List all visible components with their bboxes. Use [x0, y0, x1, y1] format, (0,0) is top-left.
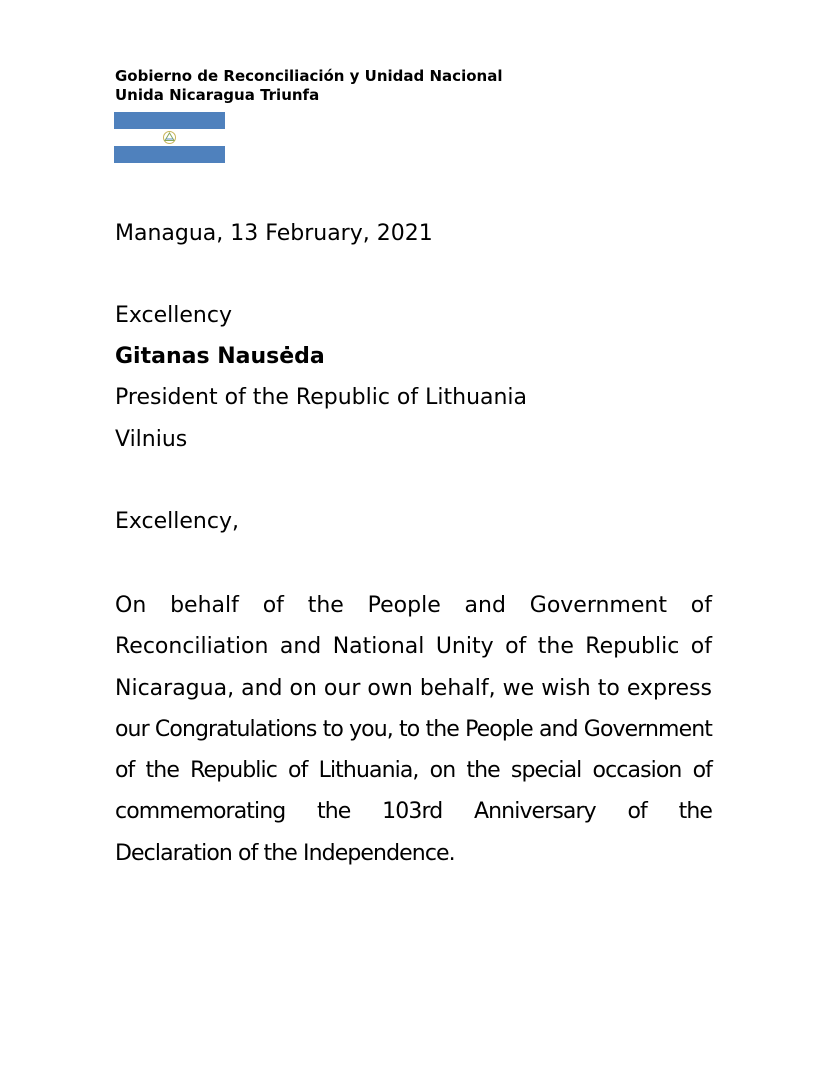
- paragraph-line: Reconciliation and National Unity of the Republic of: [115, 634, 712, 660]
- letterhead: [115, 67, 502, 105]
- recipient-title: President of the Republic of Lithuania: [115, 385, 528, 410]
- paragraph-line: our Congratulations to you, to the People and Government: [115, 716, 712, 742]
- salutation: Excellency: [115, 303, 232, 328]
- letterhead-motto: Unida Nicaragua Triunfa: [115, 86, 320, 104]
- letterhead-government-name: Gobierno de Reconciliación y Unidad Nacional: [115, 67, 503, 85]
- paragraph-line: of the Republic of Lithuania, on the special occasion of: [115, 758, 712, 784]
- paragraph-line: Nicaragua, and on our own behalf, we wish to express: [115, 675, 712, 701]
- letter-paragraph: [115, 585, 712, 874]
- recipient-city: Vilnius: [115, 427, 188, 452]
- letter-date: Managua, 13 February, 2021: [115, 221, 433, 246]
- recipient-name: Gitanas Nausėda: [115, 344, 325, 369]
- paragraph-line: On behalf of the People and Government of: [115, 593, 712, 618]
- greeting: Excellency,: [115, 509, 239, 534]
- paragraph-line: Declaration of the Independence.: [115, 840, 455, 866]
- paragraph-line: commemorating the 103rd Anniversary of the: [115, 799, 712, 825]
- nicaragua-flag-icon: [114, 112, 225, 163]
